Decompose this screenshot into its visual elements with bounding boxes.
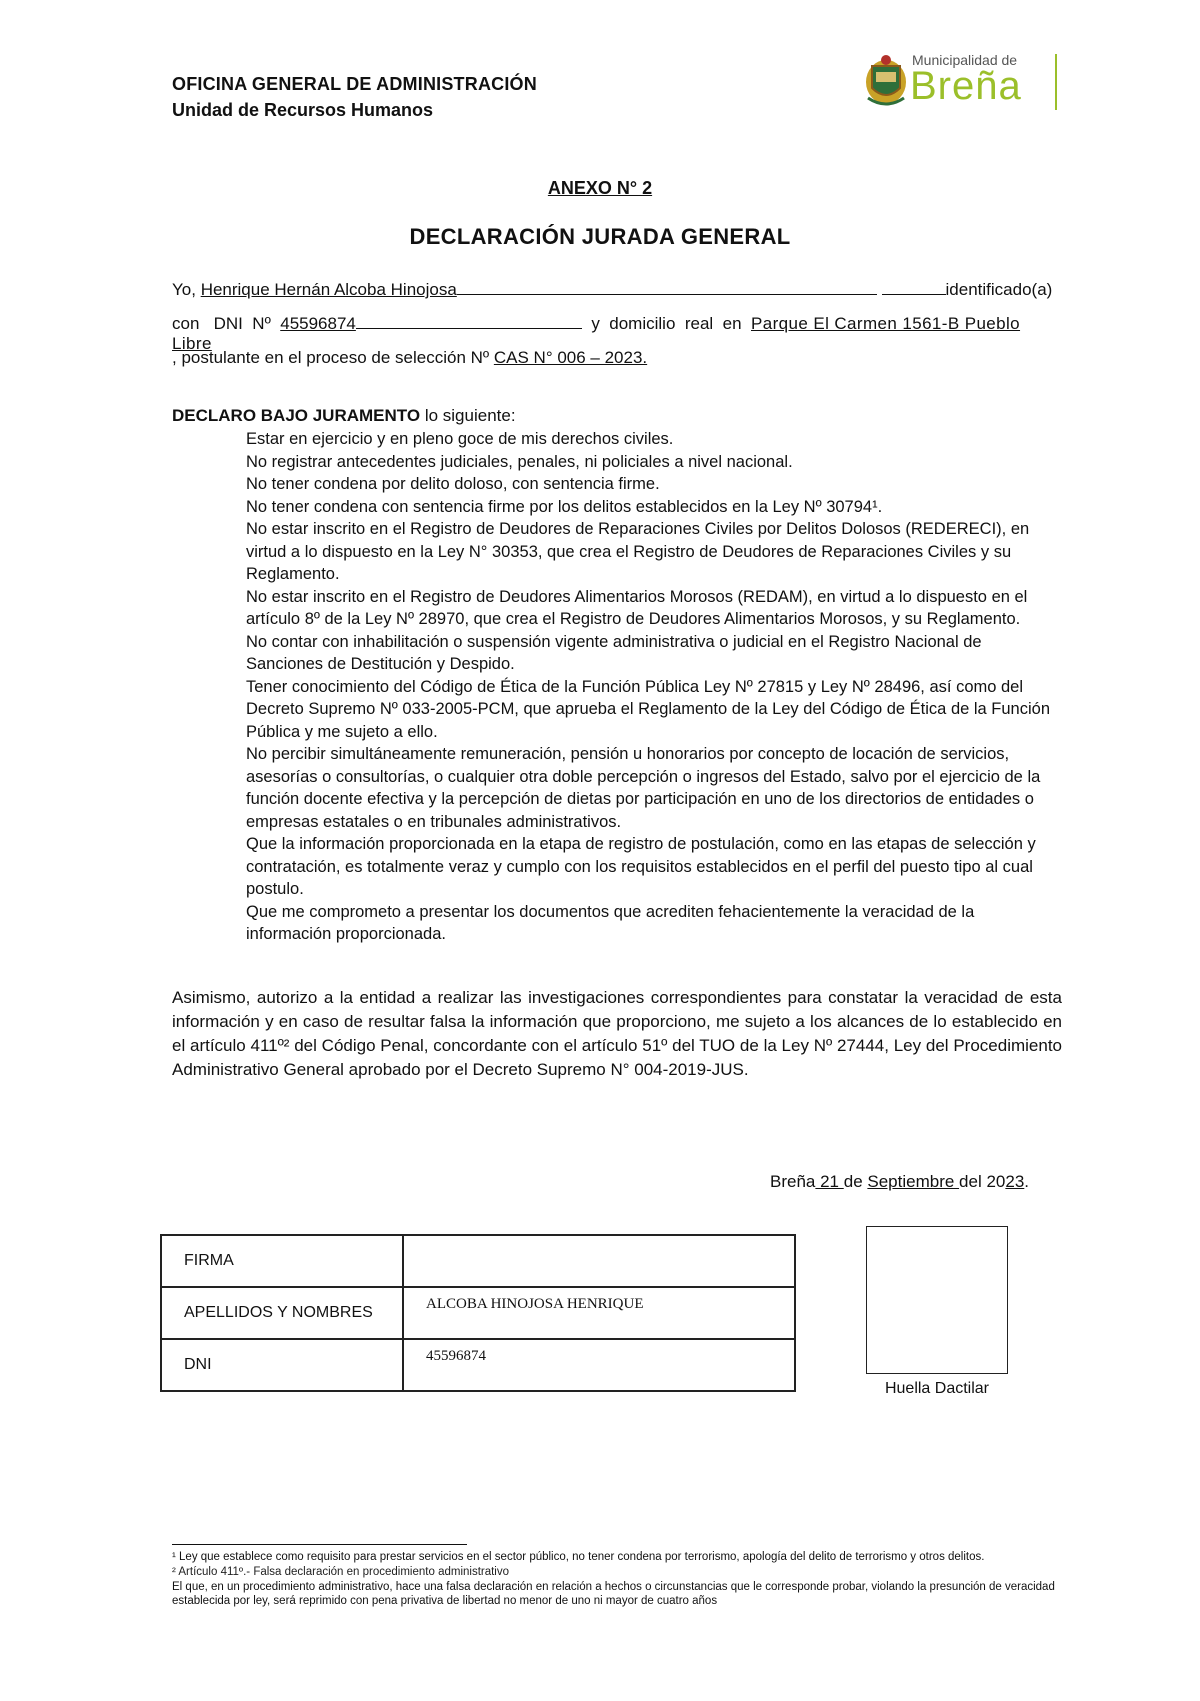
blank-line [457,280,877,295]
dni-value: 45596874 [280,314,356,333]
domicile-prefix: y domicilio real en [581,314,751,333]
date-end: . [1024,1172,1030,1191]
list-item: No contar con inhabilitación o suspensión vigente administrativa o judicial en el Registro Nacional de Sanciones de Destitución y Despido. [246,632,982,673]
declaration-lead-rest: lo siguiente: [420,406,516,425]
logo-main-text: Breña [910,64,1022,108]
office-heading: OFICINA GENERAL DE ADMINISTRACIÓN [172,74,537,94]
table-row [161,1339,795,1391]
footnote-divider [172,1544,467,1545]
signature-table [160,1234,796,1392]
declarant-name: Henrique Hernán Alcoba Hinojosa [200,280,457,299]
table-row [161,1287,795,1339]
municipality-logo [860,52,1060,116]
date-del: del 20 [959,1172,1006,1191]
annex-heading: ANEXO N° 2 [547,178,653,198]
list-item: No percibir simultáneamente remuneración, pensión u honorarios por concepto de locación de servicios, asesorías o consultorías, o cualquier otra doble percepción o ingresos del Estado, salvo por el ejercicio de la función docente efectiva y la percepción de dietas por participación en uno de los directorios de entidades o empresas estatales o en tribunales administrativos. [246,745,1041,831]
table-row [161,1235,795,1287]
fingerprint-label: Huella Dactilar [884,1380,990,1397]
declaration-lead [172,406,516,426]
names-label: APELLIDOS Y NOMBRES [161,1287,403,1339]
footnote-3: El que, en un procedimiento administrativo, hace una falsa declaración en relación a hechos o circunstancias que le corresponde probar, violando la presunción de veracidad establecida por ley, será reprimido con pena privativa de libertad no menor de uno ni mayor de cuatro años [172,1581,1055,1607]
date-month: Septiembre [867,1172,960,1191]
list-item: No tener condena por delito doloso, con sentencia firme. [246,475,660,493]
fingerprint-box [866,1226,1008,1374]
document-title: DECLARACIÓN JURADA GENERAL [409,224,791,249]
authorization-paragraph: Asimismo, autorizo a la entidad a realizar las investigaciones correspondientes para constatar la veracidad de esta información y en caso de resultar falsa la información que proporciono, me sujeto a los alcances de lo establecido en el artículo 411º² del Código Penal, concordante con el artículo 51º del TUO de la Ley Nº 27444, Ley del Procedimiento Administrativo General aprobado por el Decreto Supremo N° 004-2019-JUS. [172,988,1062,1079]
name-line [172,280,1062,300]
footnote-1: ¹ Ley que establece como requisito para prestar servicios en el sector público, no tener condena por terrorismo, apología del delito de terrorismo y otros delitos. [172,1551,985,1563]
list-item: No registrar antecedentes judiciales, penales, ni policiales a nivel nacional. [246,452,793,471]
yo-prefix: Yo, [172,280,201,299]
list-item: Que me comprometo a presentar los documentos que acrediten fehacientemente la veracidad de la información proporcionada. [246,902,975,943]
blank-line [882,280,946,295]
list-item: Que la información proporcionada en la etapa de registro de postulación, como en las etapas de selección y contratación, es totalmente veraz y cumplo con los requisitos establecidos en el perfil del puesto tipo al cual postulo. [246,835,1036,898]
date-line [770,1172,1029,1192]
process-line [172,348,1062,368]
firma-value [403,1235,795,1287]
list-item: Tener conocimiento del Código de Ética de la Función Pública Ley Nº 27815 y Ley Nº 28496, así como del Decreto Supremo Nº 033-2005-PCM, que aprueba el Reglamento de la Ley del Código de Ética de la Función Pública y me sujeto a ello. [246,677,1051,741]
process-prefix: , postulante en el proceso de selección Nº [172,348,494,367]
firma-label: FIRMA [161,1235,403,1287]
logo-top-text: Municipalidad de [912,52,1018,68]
blank-line [356,314,582,329]
dni-prefix: con DNI Nº [172,314,281,333]
unit-heading: Unidad de Recursos Humanos [172,100,434,120]
process-value: CAS N° 006 – 2023. [493,348,648,367]
date-city: Breña [770,1172,816,1191]
list-item: Estar en ejercicio y en pleno goce de mis derechos civiles. [246,430,674,448]
date-day: 21 [815,1172,844,1191]
names-value: ALCOBA HINOJOSA HENRIQUE [403,1287,795,1339]
dni-label: DNI [161,1339,403,1391]
declaration-lead-bold: DECLARO BAJO JURAMENTO [172,406,421,425]
declaration-list [200,428,1062,946]
address-value: Parque El Carmen 1561-B Pueblo Libre [172,314,1021,353]
list-item: No tener condena con sentencia firme por los delitos establecidos en la Ley Nº 30794¹. [246,497,883,516]
footnote-2: ² Artículo 411º.- Falsa declaración en procedimiento administrativo [172,1566,510,1578]
date-de: de [843,1172,868,1191]
identified-label: identificado(a) [945,280,1053,299]
date-year: 23 [1005,1172,1025,1191]
dni-table-value: 45596874 [403,1339,795,1391]
list-item: No estar inscrito en el Registro de Deudores de Reparaciones Civiles por Delitos Dolosos (REDERECI), en virtud a lo dispuesto en la Ley N° 30353, que crea el Registro de Deudores de Reparaciones Civiles y su Reglamento. [246,520,1030,583]
list-item: No estar inscrito en el Registro de Deudores Alimentarios Morosos (REDAM), en virtud a lo dispuesto en el artículo 8º de la Ley Nº 28970, que crea el Registro de Deudores Alimentarios Morosos, y su Reglamento. [246,587,1028,628]
